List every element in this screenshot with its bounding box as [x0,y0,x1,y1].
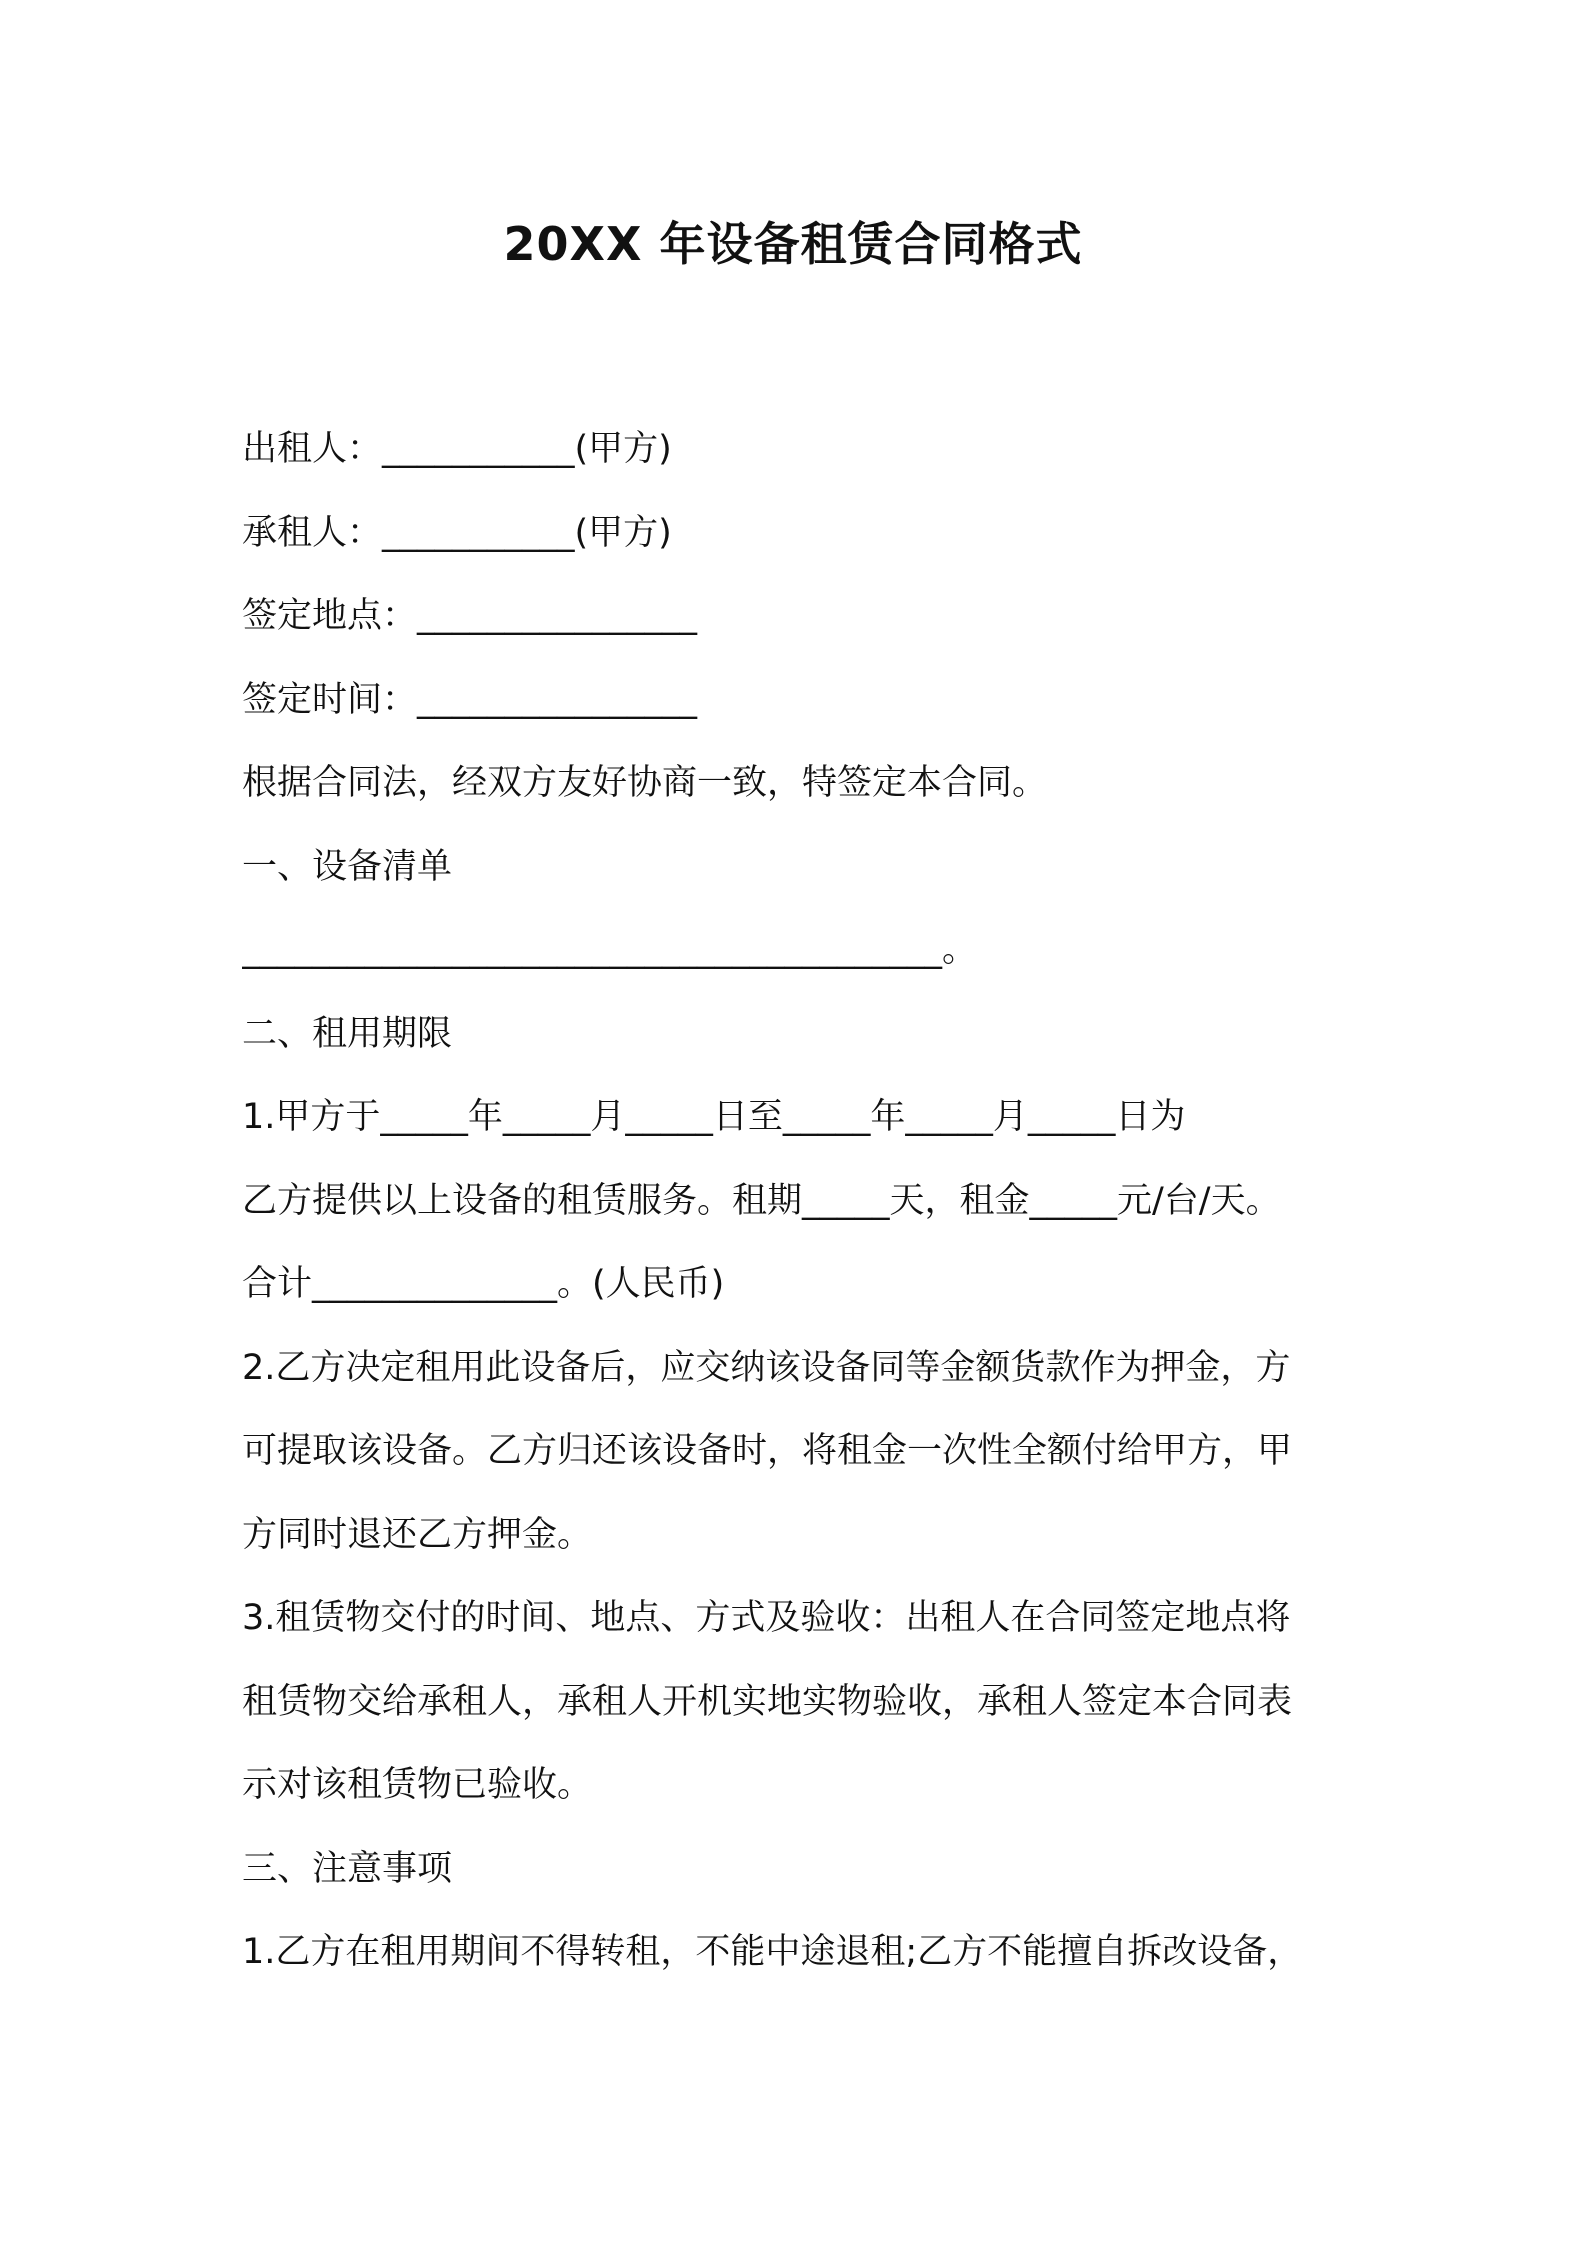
paragraph-line: 示对该租赁物已验收。 [242,1765,593,1805]
document-body [242,408,1352,1995]
lessor-line: 出租人：___________(甲方) [242,429,672,469]
signing-place-line: 签定地点：________________ [242,596,698,636]
paragraph-line: 方同时退还乙方押金。 [242,1514,593,1555]
paragraph-line: 可提取该设备。乙方归还该设备时，将租金一次性全额付给甲方，甲 [242,1431,1293,1471]
lessee-line: 承租人：___________(甲方) [242,512,672,553]
equipment-list-blank-line: ________________________________________。 [242,930,978,970]
paragraph-line: 3.租赁物交付的时间、地点、方式及验收：出租人在合同签定地点将 [242,1598,1291,1638]
paragraph-line: 1.甲方于_____年_____月_____日至_____年_____月_____日为 [242,1097,1186,1137]
paragraph-line: 乙方提供以上设备的租赁服务。租期_____天，租金_____元/台/天。 [242,1180,1281,1221]
signing-time-line: 签定时间：________________ [242,679,698,720]
section-heading-equipment-list: 一、设备清单 [242,846,453,887]
paragraph-line: 合计______________。(人民币) [242,1264,725,1304]
section-heading-rental-period: 二、租用期限 [242,1013,453,1054]
paragraph-line: 2.乙方决定租用此设备后，应交纳该设备同等金额货款作为押金，方 [242,1347,1291,1388]
section-heading-notes: 三、注意事项 [242,1848,453,1889]
document-title: 20XX 年设备租赁合同格式 [503,217,1083,271]
paragraph-line: 1.乙方在租用期间不得转租，不能中途退租;乙方不能擅自拆改设备， [242,1932,1303,1972]
preamble-line: 根据合同法，经双方友好协商一致，特签定本合同。 [242,763,1048,803]
paragraph-line: 租赁物交给承租人，承租人开机实地实物验收，承租人签定本合同表 [242,1681,1293,1722]
